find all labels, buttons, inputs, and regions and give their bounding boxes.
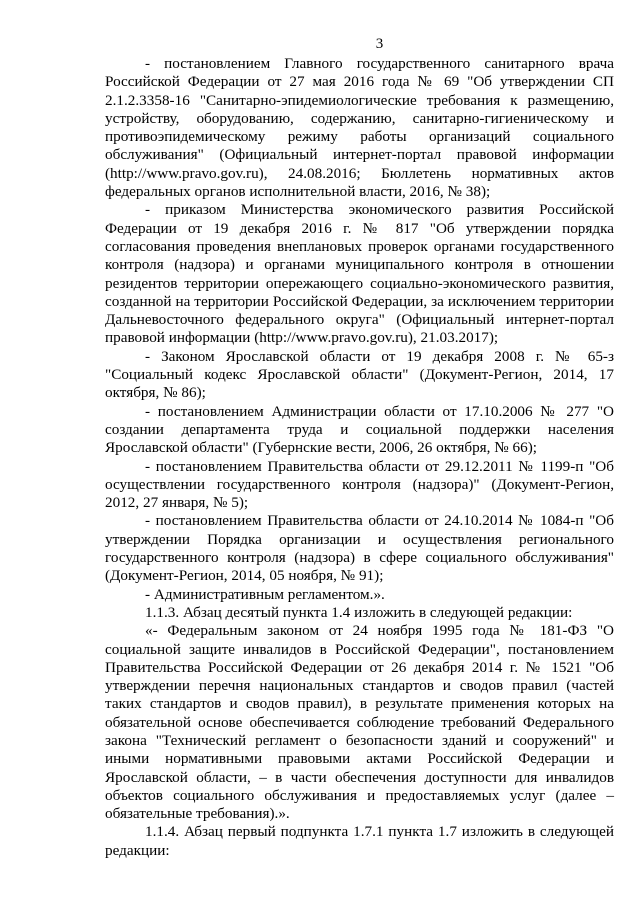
paragraph: - постановлением Правительства области от 29.12.2011 № 1199-п "Об осуществлении государственного контроля (надзора)" (Документ-Регион, 2012, 27 января, № 5); <box>105 457 614 512</box>
paragraph: 1.1.4. Абзац первый подпункта 1.7.1 пункта 1.7 изложить в следующей редакции: <box>105 823 614 859</box>
paragraph: - постановлением Администрации области от 17.10.2006 № 277 "О создании департамента труда и социальной поддержки населения Ярославской области" (Губернские вести, 2006, 26 октября, № 66); <box>105 402 614 457</box>
paragraph: - постановлением Правительства области от 24.10.2014 № 1084-п "Об утверждении Порядка организации и осуществления регионального государственного контроля (надзора) в сфере социального обслуживания" (Документ-Регион, 2014, 05 ноября, № 91); <box>105 512 614 585</box>
paragraph: - Законом Ярославской области от 19 декабря 2008 г. № 65-з "Социальный кодекс Ярославской области" (Документ-Регион, 2014, 17 октября, № 86); <box>105 347 614 402</box>
paragraph: - приказом Министерства экономического развития Российской Федерации от 19 декабря 2016 г. № 817 "Об утверждении порядка согласования проведения внеплановых проверок органами государственного контроля (надзора) и органами муниципального контроля в отношении резидентов территории опережающего социально-экономического развития, созданной на территории Российской Федерации, за исключением территории Дальневосточного федерального округа" (Официальный интернет-портал правовой информации (http://www.pravo.gov.ru), 21.03.2017); <box>105 201 614 347</box>
paragraph: - Административным регламентом.». <box>145 585 385 603</box>
page-number: 3 <box>375 36 384 52</box>
paragraph: - постановлением Главного государственного санитарного врача Российской Федерации от 27 мая 2016 года № 69 "Об утверждении СП 2.1.2.3358-16 "Санитарно-эпидемиологические требования к размещению, устройству, оборудованию, содержанию, санитарно-гигиеническому и противоэпидемическому режиму работы организаций социального обслуживания" (Официальный интернет-портал правовой информации (http://www.pravo.gov.ru), 24.08.2016; Бюллетень нормативных актов федеральных органов исполнительной власти, 2016, № 38); <box>105 55 614 201</box>
paragraph: «- Федеральным законом от 24 ноября 1995 года № 181-ФЗ "О социальной защите инвалидов в Российской Федерации", постановлением Правительства Российской Федерации от 26 декабря 2014 г. № 1521 "Об утверждении перечня национальных стандартов и сводов правил (частей таких стандартов и сводов правил), в результате применения которых на обязательной основе обеспечивается соблюдение требований Федерального закона "Технический регламент о безопасности зданий и сооружений" и иными нормативными правовыми актами Российской Федерации и Ярославской области, – в части обеспечения доступности для инвалидов объектов социального обслуживания и предоставляемых услуг (далее – обязательные требования).». <box>105 622 614 823</box>
paragraph: 1.1.3. Абзац десятый пункта 1.4 изложить в следующей редакции: <box>145 603 573 621</box>
